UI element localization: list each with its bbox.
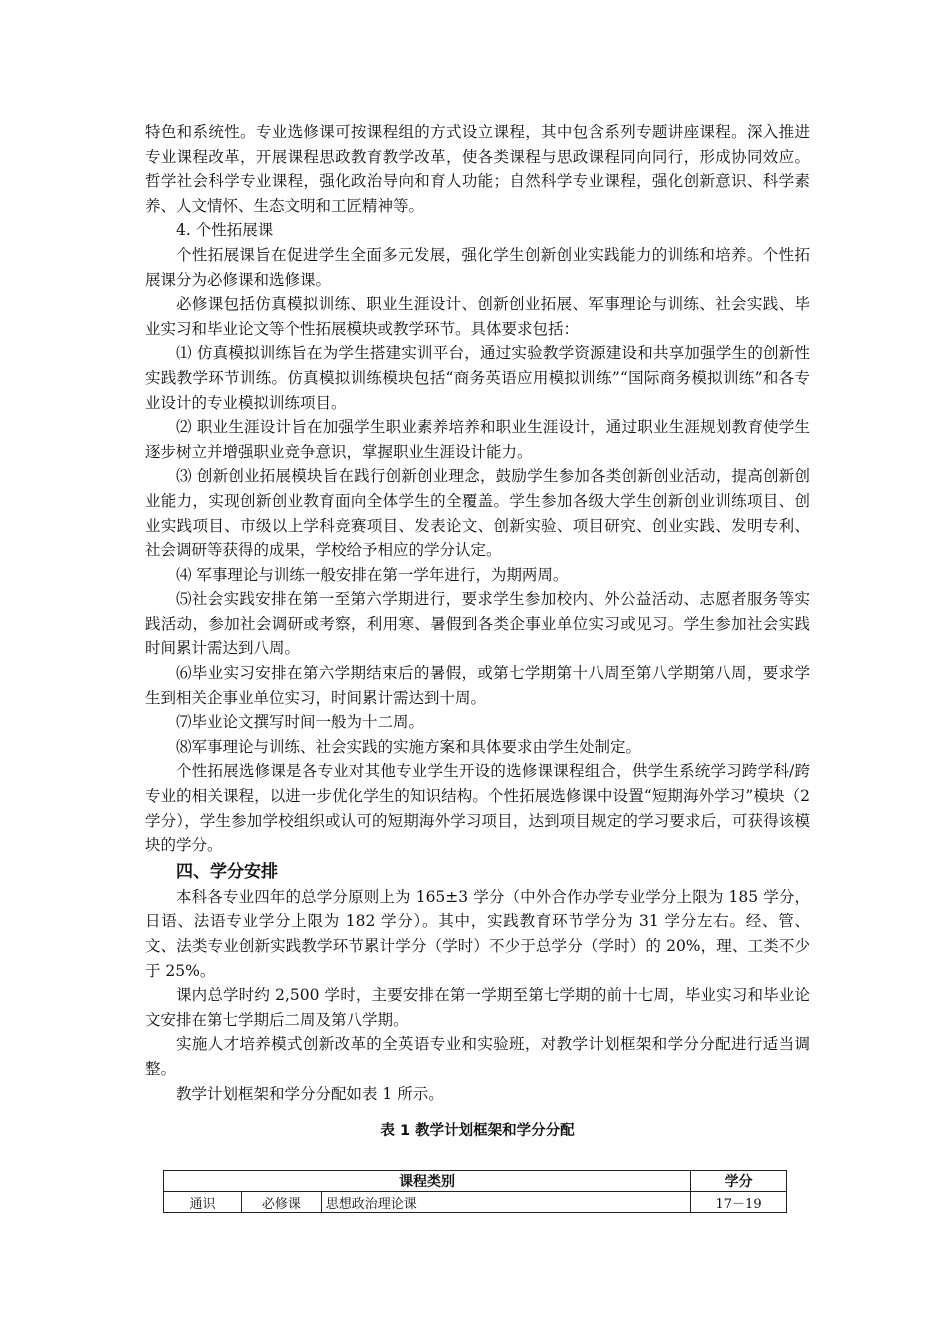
cell-credit: 17－19: [691, 1192, 787, 1213]
list-item: ⑺毕业论文撰写时间一般为十二周。: [176, 713, 425, 732]
list-item: ⑸社会实践安排在第一至第六学期进行，要求学生参加校内、外公益活动、志愿者服务等实践活动，参加社会调研或考察，利用寒、暑假到各类企事业单位实习或见习。学生参加社会实践时间累计需达到八周。: [145, 590, 810, 658]
paragraph: 课内总学时约 2,500 学时，主要安排在第一学期至第七学期的前十七周，毕业实习和毕业论文安排在第七学期后二周及第八学期。: [145, 986, 810, 1029]
subsection-title: 4. 个性拓展课: [176, 221, 274, 240]
list-item: ⑵ 职业生涯设计旨在加强学生职业素养培养和职业生涯设计，通过职业生涯规划教育使学生逐步树立并增强职业竞争意识，掌握职业生涯设计能力。: [145, 418, 810, 461]
paragraph: 教学计划框架和学分分配如表 1 所示。: [176, 1084, 444, 1103]
paragraph: 实施人才培养模式创新改革的全英语专业和实验班，对教学计划框架和学分分配进行适当调整。: [145, 1035, 810, 1078]
paragraph: 个性拓展选修课是各专业对其他专业学生开设的选修课课程组合，供学生系统学习跨学科/跨专业的相关课程，以进一步优化学生的知识结构。个性拓展选修课中设置“短期海外学习”模块（2 学分），学生参加学校组织或认可的短期海外学习项目，达到项目规定的学习要求后，可获得该模块的学分。: [145, 762, 810, 855]
list-item: ⑷ 军事理论与训练一般安排在第一学年进行，为期两周。: [176, 565, 569, 584]
cell-type: 必修课: [241, 1192, 321, 1213]
cell-course: 思想政治理论课: [321, 1192, 690, 1213]
paragraph: 个性拓展课旨在促进学生全面多元发展，强化学生创新创业实践能力的训练和培养。个性拓展课分为必修课和选修课。: [145, 245, 810, 289]
section-heading: 四、学分安排: [176, 861, 278, 882]
paragraph-continuation: 特色和系统性。专业选修课可按课程组的方式设立课程，其中包含系列专题讲座课程。深入推进专业课程改革，开展课程思政教育教学改革，使各类课程与思政课程同向同行，形成协同效应。哲学社会科学专业课程，强化政治导向和育人功能；自然科学专业课程，强化创新意识、科学素养、人文情怀、生态文明和工匠精神等。: [145, 123, 810, 215]
list-item: ⑹毕业实习安排在第六学期结束后的暑假，或第七学期第十八周至第八学期第八周，要求学生到相关企事业单位实习，时间累计需达到十周。: [145, 664, 810, 707]
paragraph: 必修课包括仿真模拟训练、职业生涯设计、创新创业拓展、军事理论与训练、社会实践、毕业实习和毕业论文等个性拓展模块或教学环节。具体要求包括：: [145, 295, 810, 338]
list-item: ⑶ 创新创业拓展模块旨在践行创新创业理念，鼓励学生参加各类创新创业活动，提高创新创业能力，实现创新创业教育面向全体学生的全覆盖。学生参加各级大学生创新创业训练项目、创业实践项目、市级以上学科竞赛项目、发表论文、创新实验、项目研究、创业实践、发明专利、社会调研等获得的成果，学校给予相应的学分认定。: [145, 467, 810, 560]
header-course-category: 课程类别: [164, 1171, 691, 1192]
paragraph: 本科各专业四年的总学分原则上为 165±3 学分（中外合作办学专业学分上限为 185 学分，日语、法语专业学分上限为 182 学分）。其中，实践教育环节学分为 31 学分左右。经、管、文、法类专业创新实践教学环节累计学分（学时）不少于总学分（学时）的 20%，理、工类不少于 25%。: [145, 887, 810, 980]
credit-table: [163, 1170, 787, 1213]
header-credit: 学分: [691, 1171, 787, 1192]
table-row: [164, 1192, 787, 1213]
list-item: ⑴ 仿真模拟训练旨在为学生搭建实训平台，通过实验教学资源建设和共享加强学生的创新性实践教学环节训练。仿真模拟训练模块包括“商务英语应用模拟训练”“国际商务模拟训练”和各专业设计的专业模拟训练项目。: [145, 344, 810, 412]
table-caption: 表 1 教学计划框架和学分分配: [380, 1123, 575, 1140]
document-body: [145, 120, 810, 1152]
list-item: ⑻军事理论与训练、社会实践的实施方案和具体要求由学生处制定。: [176, 737, 642, 756]
cell-category: 通识: [164, 1192, 242, 1213]
table-header-row: [164, 1171, 787, 1192]
